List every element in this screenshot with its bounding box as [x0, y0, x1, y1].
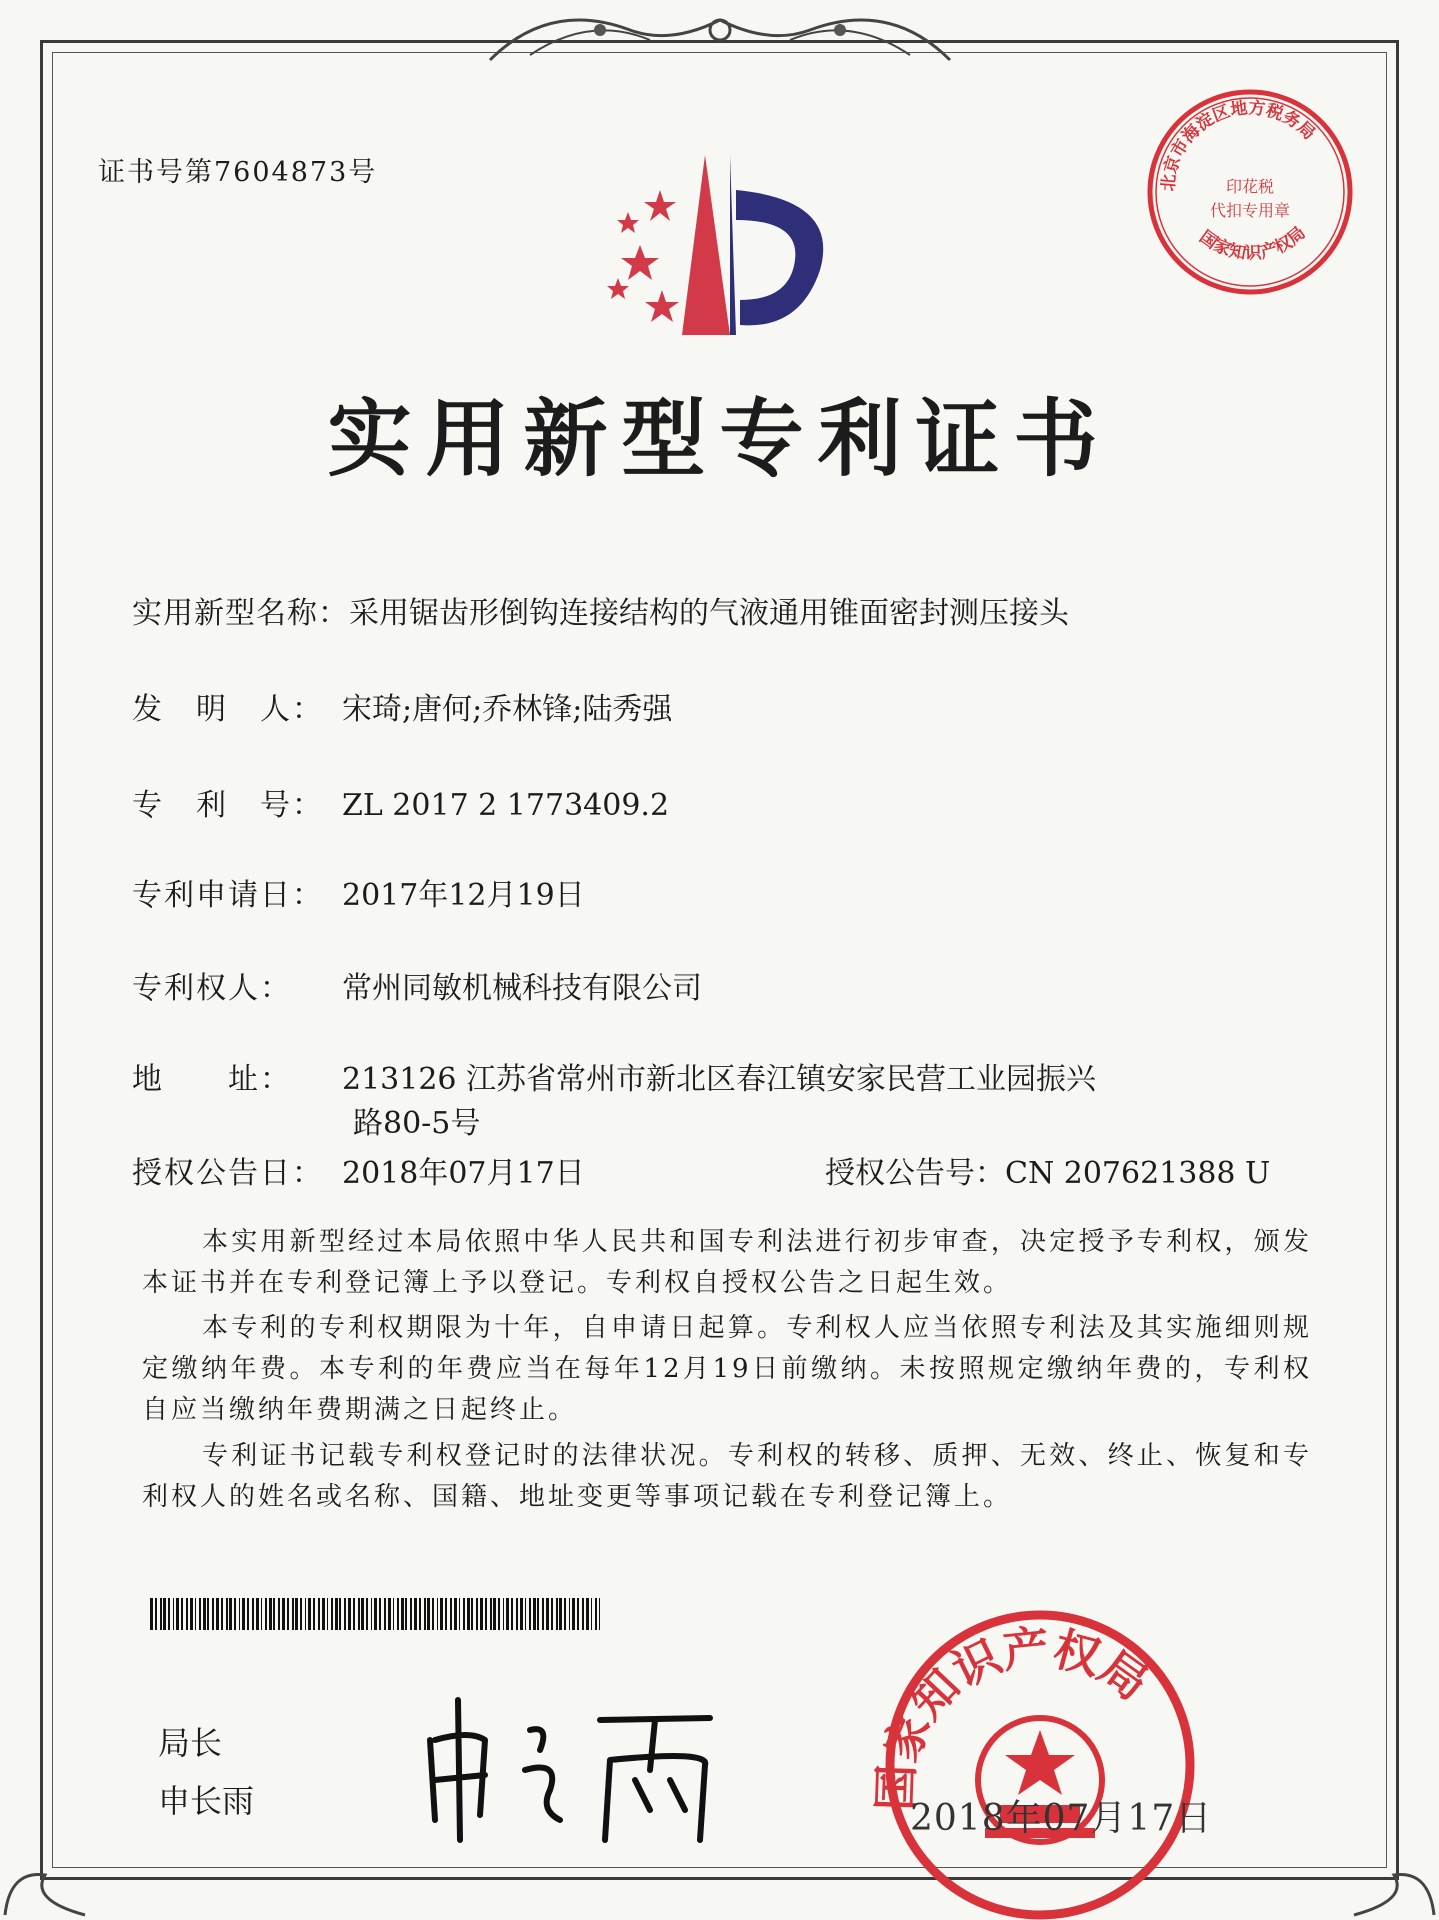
- barcode-bar: [247, 1598, 249, 1630]
- barcode-bar: [582, 1598, 584, 1630]
- svg-text:国家知识产权局: 国家知识产权局: [1195, 223, 1310, 264]
- barcode-bar: [265, 1598, 267, 1630]
- barcode-bar: [261, 1598, 262, 1630]
- field-label: 专利权人：: [132, 971, 292, 1006]
- barcode-bar: [556, 1598, 558, 1630]
- field-value: 213126 江苏省常州市新北区春江镇安家民营工业园振兴: [342, 1062, 1097, 1097]
- barcode-bar: [564, 1598, 566, 1630]
- paragraph: 本实用新型经过本局依照中华人民共和国专利法进行初步审查，决定授予专利权，颁发本证书并在专利登记簿上予以登记。专利权自授权公告之日起生效。: [142, 1227, 1312, 1298]
- inventors: [132, 684, 672, 728]
- corner-ornament-icon: [0, 1830, 90, 1920]
- grant-number: [825, 1148, 1270, 1192]
- barcode-bar: [516, 1598, 518, 1630]
- barcode-bar: [397, 1598, 399, 1630]
- barcode-bar: [546, 1598, 549, 1630]
- barcode-bar: [374, 1598, 377, 1630]
- barcode-bar: [278, 1598, 280, 1630]
- barcode-bar: [318, 1598, 320, 1630]
- field-label: 授权公告日：: [132, 1156, 324, 1191]
- paragraph: 专利证书记载专利权登记时的法律状况。专利权的转移、质押、无效、终止、恢复和专利权人的姓名或名称、国籍、地址变更等事项记载在专利登记簿上。: [142, 1441, 1312, 1512]
- barcode-bar: [216, 1598, 219, 1630]
- svg-text:印花税: 印花税: [1225, 177, 1275, 196]
- barcode-bar: [190, 1598, 193, 1630]
- barcode-bar: [292, 1598, 294, 1630]
- barcode-bar: [226, 1598, 228, 1630]
- barcode-bar: [234, 1598, 236, 1630]
- field-value: 常州同敏机械科技有限公司: [342, 971, 702, 1006]
- svg-text:代扣专用章: 代扣专用章: [1209, 201, 1291, 220]
- barcode-bar: [305, 1598, 306, 1630]
- barcode-bar: [207, 1598, 209, 1630]
- barcode-bar: [537, 1598, 539, 1630]
- barcode-bar: [366, 1598, 368, 1630]
- barcode-bar: [450, 1598, 452, 1630]
- barcode-bar: [335, 1598, 338, 1630]
- barcode-bar: [361, 1598, 364, 1630]
- address: [132, 1054, 1096, 1098]
- barcode-bar: [476, 1598, 478, 1630]
- barcode-bar: [186, 1598, 188, 1630]
- barcode-bar: [511, 1598, 513, 1630]
- barcode-bar: [437, 1598, 438, 1630]
- barcode-bar: [454, 1598, 457, 1630]
- barcode-bar: [344, 1598, 346, 1630]
- barcode-bar: [405, 1598, 407, 1630]
- barcode-bar: [490, 1598, 492, 1630]
- barcode-bar: [424, 1598, 426, 1630]
- barcode-bar: [463, 1598, 465, 1630]
- page-title: 实用新型专利证书: [327, 389, 1112, 488]
- barcode-bar: [282, 1598, 285, 1630]
- filing-date: [132, 870, 585, 914]
- barcode-bar: [379, 1598, 381, 1630]
- barcode-bar: [176, 1598, 179, 1630]
- field-value: CN 207621388 U: [1005, 1156, 1271, 1191]
- director-signature: [410, 1680, 730, 1850]
- barcode-bar: [480, 1598, 483, 1630]
- field-value: 2018年07月17日: [342, 1156, 585, 1191]
- barcode-bar: [273, 1598, 275, 1630]
- barcode-bar: [445, 1598, 447, 1630]
- director-title: 局长: [158, 1724, 223, 1762]
- barcode-bar: [498, 1598, 500, 1630]
- barcode-bar: [203, 1598, 206, 1630]
- barcode-bar: [525, 1598, 526, 1630]
- barcode-bar: [327, 1598, 328, 1630]
- certificate-number: 证书号第7604873号: [98, 157, 378, 188]
- field-label: 授权公告号：: [825, 1156, 1005, 1191]
- office-seal: [860, 1590, 1220, 1920]
- barcode-bar: [322, 1598, 325, 1630]
- field-label: 专 利 号：: [132, 788, 324, 823]
- barcode-bar: [503, 1598, 504, 1630]
- field-label: 专利申请日：: [132, 878, 324, 913]
- barcode-bar: [339, 1598, 341, 1630]
- barcode-bar: [393, 1598, 394, 1630]
- barcode-bar: [471, 1598, 473, 1630]
- seal-date: 2018年07月17日: [910, 1798, 1213, 1839]
- top-ornament-icon: [470, 0, 970, 70]
- barcode-bar: [199, 1598, 201, 1630]
- paragraph: 本专利的专利权期限为十年，自申请日起算。专利权人应当依照专利法及其实施细则规定缴纳年费。本专利的年费应当在每年12月19日前缴纳。未按照规定缴纳年费的，专利权自应当缴纳年费期满之日起终止。: [142, 1313, 1312, 1425]
- barcode-bar: [577, 1598, 579, 1630]
- barcode-bar: [295, 1598, 298, 1630]
- barcode-bar: [529, 1598, 531, 1630]
- barcode-bar: [440, 1598, 443, 1630]
- barcode-bar: [414, 1598, 417, 1630]
- barcode-bar: [384, 1598, 386, 1630]
- field-value: 2017年12月19日: [342, 878, 585, 913]
- patent-number: [132, 780, 669, 824]
- barcode-bar: [401, 1598, 404, 1630]
- patentee: [132, 963, 702, 1007]
- director-name: 申长雨: [158, 1782, 255, 1820]
- barcode-bar: [599, 1598, 600, 1630]
- barcode-bar: [313, 1598, 315, 1630]
- svg-text:北京市海淀区地方税务局: 北京市海淀区地方税务局: [1158, 98, 1319, 193]
- barcode-bar: [586, 1598, 589, 1630]
- barcode-bar: [155, 1598, 157, 1630]
- barcode-bar: [419, 1598, 421, 1630]
- barcode-bar: [195, 1598, 196, 1630]
- barcode-bar: [269, 1598, 272, 1630]
- barcode-bar: [150, 1598, 153, 1630]
- barcode-bar: [242, 1598, 245, 1630]
- barcode-icon: [150, 1598, 600, 1630]
- barcode-bar: [506, 1598, 509, 1630]
- field-label: 实用新型名称：: [132, 596, 349, 631]
- barcode-bar: [410, 1598, 412, 1630]
- corner-ornament-icon: [1349, 1830, 1439, 1920]
- barcode-bar: [371, 1598, 372, 1630]
- barcode-bar: [542, 1598, 544, 1630]
- barcode-bar: [308, 1598, 311, 1630]
- barcode-bar: [300, 1598, 302, 1630]
- barcode-bar: [533, 1598, 536, 1630]
- barcode-bar: [591, 1598, 592, 1630]
- svg-text:国家知识产权局: 国家知识产权局: [868, 1620, 1159, 1812]
- grant-date: [132, 1148, 585, 1192]
- barcode-bar: [485, 1598, 487, 1630]
- barcode-bar: [353, 1598, 355, 1630]
- barcode-bar: [252, 1598, 254, 1630]
- barcode-bar: [168, 1598, 170, 1630]
- barcode-bar: [181, 1598, 183, 1630]
- barcode-bar: [331, 1598, 333, 1630]
- barcode-bar: [569, 1598, 570, 1630]
- barcode-bar: [239, 1598, 240, 1630]
- barcode-bar: [287, 1598, 289, 1630]
- patent-office-emblem-icon: [590, 150, 840, 340]
- address-line2: 路80-5号: [353, 1106, 481, 1141]
- barcode-bar: [559, 1598, 562, 1630]
- field-value: 采用锯齿形倒钩连接结构的气液通用锥面密封测压接头: [349, 596, 1069, 631]
- field-label: 发 明 人：: [132, 692, 324, 727]
- barcode-bar: [358, 1598, 360, 1630]
- barcode-bar: [221, 1598, 223, 1630]
- field-label: 地 址：: [132, 1062, 292, 1097]
- barcode-bar: [173, 1598, 174, 1630]
- barcode-bar: [595, 1598, 597, 1630]
- tax-stamp-seal: [1140, 82, 1360, 302]
- barcode-bar: [467, 1598, 470, 1630]
- barcode-bar: [256, 1598, 259, 1630]
- barcode-bar: [348, 1598, 351, 1630]
- barcode-bar: [229, 1598, 232, 1630]
- field-value: ZL 2017 2 1773409.2: [342, 788, 670, 823]
- barcode-bar: [212, 1598, 214, 1630]
- barcode-bar: [160, 1598, 162, 1630]
- barcode-bar: [551, 1598, 553, 1630]
- barcode-bar: [432, 1598, 434, 1630]
- barcode-bar: [163, 1598, 166, 1630]
- barcode-bar: [388, 1598, 391, 1630]
- utility-model-name: [132, 588, 1069, 632]
- barcode-bar: [459, 1598, 460, 1630]
- barcode-bar: [493, 1598, 496, 1630]
- barcode-bar: [572, 1598, 575, 1630]
- barcode-bar: [427, 1598, 430, 1630]
- barcode-bar: [520, 1598, 523, 1630]
- field-value: 宋琦;唐何;乔林锋;陆秀强: [342, 692, 673, 727]
